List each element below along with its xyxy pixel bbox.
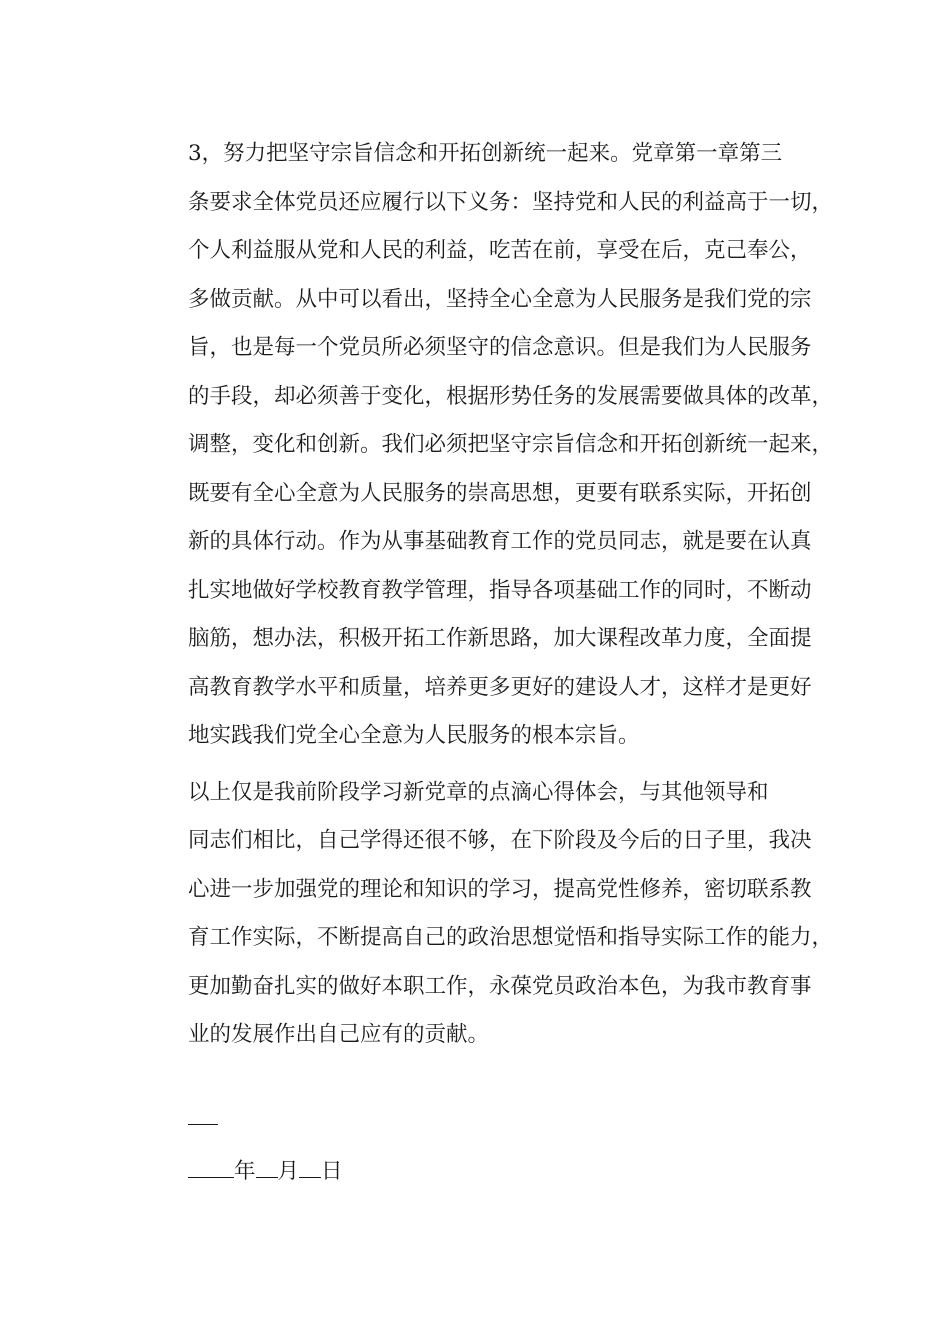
- text-line: 旨，也是每一个党员所必须坚守的信念意识。但是我们为人民服务: [188, 335, 812, 360]
- date-line: [188, 1152, 343, 1192]
- text-line: 育工作实际，不断提高自己的政治思想觉悟和指导实际工作的能力，: [188, 925, 834, 950]
- paragraph-conclusion: [145, 769, 834, 1060]
- text-line: 以上仅是我前阶段学习新党章的点滴心得体会，与其他领导和: [188, 779, 769, 805]
- text-line: 既要有全心全意为人民服务的崇高思想，更要有联系实际，开拓创: [188, 480, 812, 506]
- text-line: 高教育教学水平和质量，培养更多更好的建设人才，这样才是更好: [188, 674, 812, 700]
- text-line: 个人利益服从党和人民的利益，吃苦在前，享受在后，克己奉公，: [188, 238, 812, 263]
- month-blank: [256, 1155, 278, 1178]
- text-line: 3，努力把坚守宗旨信念和开拓创新统一起来。党章第一章第三: [188, 141, 783, 166]
- text-line: 心进一步加强党的理论和知识的学习，提高党性修养，密切联系教: [188, 876, 812, 902]
- text-line: 扎实地做好学校教育教学管理，指导各项基础工作的同时，不断动: [188, 577, 812, 603]
- text-line: 新的具体行动。作为从事基础教育工作的党员同志，就是要在认真: [188, 529, 812, 554]
- text-line: 更加勤奋扎实的做好本职工作，永葆党员政治本色，为我市教育事: [188, 973, 812, 999]
- text-line: 同志们相比，自己学得还很不够，在下阶段及今后的日子里，我决: [188, 828, 812, 853]
- paragraph-obligations: [145, 130, 834, 761]
- text-line: 条要求全体党员还应履行以下义务：坚持党和人民的利益高于一切，: [188, 189, 834, 215]
- document-body: [145, 130, 834, 1060]
- year-label: 年: [234, 1159, 256, 1184]
- year-blank: [188, 1155, 234, 1178]
- signature-blank: [188, 1124, 218, 1125]
- text-line: 地实践我们党全心全意为人民服务的根本宗旨。: [188, 723, 640, 748]
- text-line: 的手段，却必须善于变化，根据形势任务的发展需要做具体的改革，: [188, 383, 834, 409]
- day-label: 日: [321, 1159, 343, 1184]
- day-blank: [299, 1155, 321, 1178]
- month-label: 月: [277, 1159, 300, 1184]
- text-line: 业的发展作出自己应有的贡献。: [188, 1022, 490, 1047]
- text-line: 调整，变化和创新。我们必须把坚守宗旨信念和开拓创新统一起来，: [188, 432, 834, 457]
- text-line: 脑筋，想办法，积极开拓工作新思路，加大课程改革力度，全面提: [188, 626, 812, 651]
- text-line: 多做贡献。从中可以看出，坚持全心全意为人民服务是我们党的宗: [188, 286, 812, 312]
